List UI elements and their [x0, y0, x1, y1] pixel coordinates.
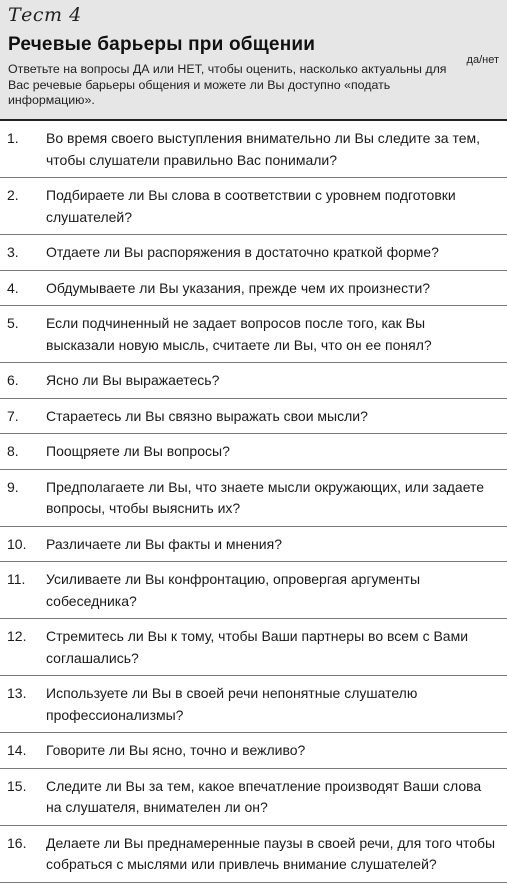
question-number: 1. [7, 130, 19, 146]
question-item [0, 434, 507, 470]
test-label: Тест 4 [8, 4, 82, 26]
question-list [0, 121, 507, 883]
question-number: 11. [7, 571, 26, 587]
question-text: Стараетесь ли Вы связно выражать свои мысли? [46, 407, 368, 424]
question-text: Если подчиненный не задает вопросов после того, как Вы высказали новую мысль, считаете ли Вы, что он ее понял? [46, 315, 432, 353]
question-text: Различаете ли Вы факты и мнения? [46, 535, 282, 552]
question-number: 7. [7, 407, 19, 424]
question-item [0, 121, 507, 178]
question-number: 2. [7, 187, 19, 203]
instructions: Ответьте на вопросы ДА или НЕТ, чтобы оценить, насколько актуальны для Вас речевые барьеры общения и можете ли Вы доступно «подать информацию». [8, 62, 447, 107]
question-item [0, 676, 507, 733]
question-item [0, 363, 507, 399]
question-item [0, 619, 507, 676]
question-item [0, 306, 507, 363]
question-number: 13. [7, 685, 27, 701]
question-item [0, 399, 507, 435]
question-item [0, 527, 507, 563]
question-number: 5. [7, 315, 19, 331]
question-text: Стремитесь ли Вы к тому, чтобы Ваши партнеры во всем с Вами соглашались? [46, 628, 469, 666]
question-number: 9. [7, 478, 19, 495]
question-text: Следите ли Вы за тем, какое впечатление производят Ваши слова на слушателя, внимателен ли он? [46, 777, 482, 815]
question-number: 12. [7, 628, 27, 644]
question-text: Отдаете ли Вы распоряжения в достаточно краткой форме? [46, 244, 439, 260]
question-number: 14. [7, 742, 27, 758]
question-item [0, 769, 507, 826]
question-item [0, 470, 507, 527]
question-number: 15. [7, 777, 27, 794]
question-item [0, 271, 507, 307]
question-text: Используете ли Вы в своей речи непонятные слушателю профессионализмы? [46, 685, 418, 723]
question-text: Усиливаете ли Вы конфронтацию, опровергая аргументы собеседника? [46, 571, 421, 609]
question-text: Обдумываете ли Вы указания, прежде чем их произнести? [46, 279, 431, 296]
question-number: 16. [7, 834, 27, 851]
question-number: 10. [7, 535, 27, 552]
question-number: 6. [7, 372, 19, 388]
question-number: 3. [7, 244, 19, 260]
page-title: Речевые барьеры при общении [8, 34, 316, 55]
question-item [0, 826, 507, 883]
question-item [0, 178, 507, 235]
question-text: Ясно ли Вы выражаетесь? [46, 372, 220, 388]
question-text: Подбираете ли Вы слова в соответствии с уровнем подготовки слушателей? [46, 187, 456, 225]
question-number: 4. [7, 279, 19, 296]
question-text: Делаете ли Вы преднамеренные паузы в своей речи, для того чтобы собраться с мыслями или привлечь внимание слушателей? [46, 834, 496, 872]
question-item [0, 562, 507, 619]
question-number: 8. [7, 443, 19, 459]
test-header [0, 0, 507, 121]
question-text: Поощряете ли Вы вопросы? [46, 443, 230, 459]
answer-columns-label: да/нет [466, 54, 499, 66]
question-item [0, 733, 507, 769]
question-text: Предполагаете ли Вы, что знаете мысли окружающих, или задаете вопросы, чтобы выяснить их? [46, 478, 485, 516]
question-item [0, 235, 507, 271]
question-text: Говорите ли Вы ясно, точно и вежливо? [46, 742, 306, 758]
question-text: Во время своего выступления внимательно ли Вы следите за тем, чтобы слушатели правильно Вас понимали? [46, 130, 480, 168]
